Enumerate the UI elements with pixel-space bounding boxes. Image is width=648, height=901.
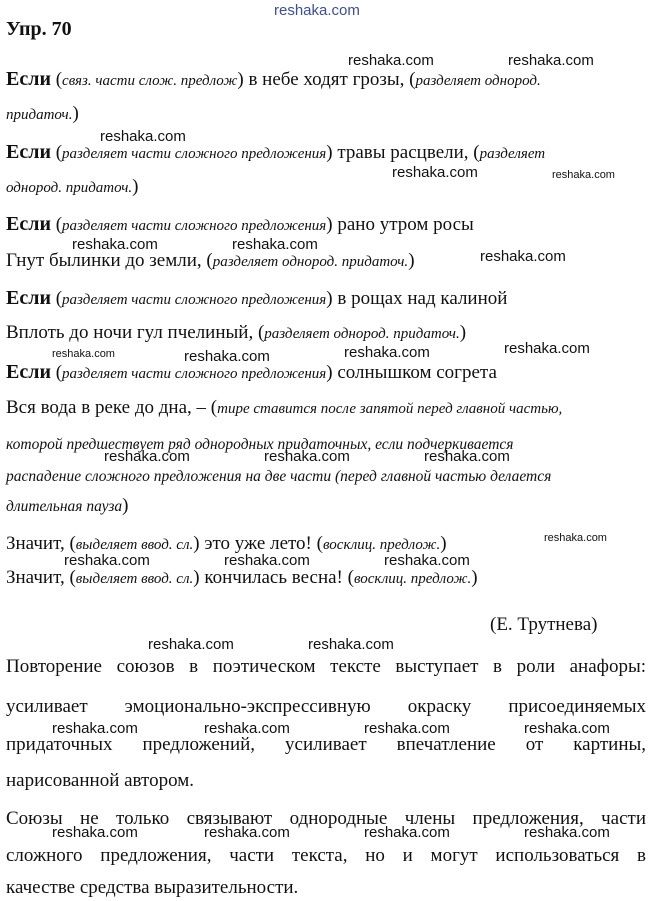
- conjunction-word: Если: [6, 287, 51, 309]
- poem-line-3: Если (разделяет части сложного предложения) рано утром росы: [6, 213, 474, 235]
- annotation: распадение сложного предложения на две части (перед главной частью делается: [6, 468, 552, 485]
- watermark: reshaka.com: [508, 52, 594, 69]
- annotation: разделяет части сложного предложения: [62, 218, 327, 234]
- poem-line-4: Гнут былинки до земли, (разделяет однород. придаточ.): [6, 250, 415, 271]
- watermark: reshaka.com: [524, 720, 610, 737]
- conclusion-p1-line: Повторение союзов в поэтическом тексте выступает в роли анафоры:: [6, 656, 646, 677]
- conjunction-word: Если: [6, 213, 51, 235]
- poem-line-2-cont: однород. придаточ.): [6, 176, 139, 197]
- annotation: которой предшествует ряд однородных придаточных, если подчеркивается: [6, 436, 514, 453]
- annotation: тире ставится после запятой перед главной частью,: [217, 401, 563, 417]
- watermark: reshaka.com: [224, 552, 310, 569]
- watermark: reshaka.com: [204, 720, 290, 737]
- poem-author: (Е. Трутнева): [490, 614, 598, 635]
- conclusion-p1-line: придаточных предложений, усиливает впечатление от картины,: [6, 734, 646, 755]
- conjunction-word: Если: [6, 141, 51, 163]
- conclusion-p1-line: усиливает эмоционально-экспрессивную окраску присоединяемых: [6, 696, 646, 717]
- annotation: однород. придаточ.: [6, 180, 133, 196]
- annotation: разделяет однород.: [415, 73, 541, 89]
- poem-line-1-cont: придаточ.): [6, 103, 79, 124]
- conclusion-p1-line: нарисованной автором.: [6, 770, 195, 791]
- watermark: reshaka.com: [52, 720, 138, 737]
- conjunction-word: Если: [6, 361, 51, 383]
- annotation: придаточ.: [6, 107, 73, 123]
- watermark: reshaka.com: [184, 348, 270, 365]
- annotation: разделяет однород. придаточ.: [264, 326, 460, 342]
- watermark: reshaka.com: [148, 636, 234, 653]
- site-watermark-top: reshaka.com: [274, 2, 360, 19]
- watermark: reshaka.com: [504, 340, 590, 357]
- watermark: reshaka.com: [64, 552, 150, 569]
- annotation: восклиц. предлож.: [322, 537, 441, 553]
- watermark: reshaka.com: [52, 824, 138, 841]
- watermark: reshaka.com: [524, 824, 610, 841]
- watermark: reshaka.com: [52, 348, 115, 360]
- poem-line-8-cont-1: [6, 433, 514, 455]
- poem-line-7: Если (разделяет части сложного предложения) солнышком согрета: [6, 361, 497, 383]
- conclusion-p2-line: Союзы не только связывают однородные члены предложения, части: [6, 808, 646, 829]
- watermark: reshaka.com: [424, 448, 510, 465]
- watermark: reshaka.com: [72, 236, 158, 253]
- annotation: разделяет: [479, 146, 546, 162]
- poem-line-8: Вся вода в реке до дна, – (тире ставится после запятой перед главной частью,: [6, 397, 563, 418]
- watermark: reshaka.com: [364, 824, 450, 841]
- exercise-title: Упр. 70: [6, 18, 72, 40]
- watermark: reshaka.com: [348, 52, 434, 69]
- annotation: разделяет части сложного предложения: [62, 366, 327, 382]
- annotation: разделяет части сложного предложения: [62, 292, 327, 308]
- watermark: reshaka.com: [392, 164, 478, 181]
- annotation: выделяет ввод. сл.: [75, 571, 194, 587]
- watermark: reshaka.com: [344, 344, 430, 361]
- annotation: длительная пауза: [6, 498, 123, 515]
- poem-line-5: Если (разделяет части сложного предложения) в рощах над калиной: [6, 287, 508, 309]
- watermark: reshaka.com: [384, 552, 470, 569]
- watermark: reshaka.com: [480, 248, 566, 265]
- poem-line-1: Если (связ. части слож. предлож) в небе ходят грозы, (разделяет однород.: [6, 68, 541, 90]
- poem-line-2: Если (разделяет части сложного предложения) травы расцвели, (разделяет: [6, 141, 546, 163]
- conclusion-p2-line: качестве средства выразительности.: [6, 877, 299, 898]
- watermark: reshaka.com: [364, 720, 450, 737]
- watermark: reshaka.com: [232, 236, 318, 253]
- poem-line-6: Вплоть до ночи гул пчелиный, (разделяет однород. придаточ.): [6, 322, 467, 343]
- watermark: reshaka.com: [552, 169, 615, 181]
- conclusion-p2-line: сложного предложения, части текста, но и могут использоваться в: [6, 845, 646, 866]
- watermark: reshaka.com: [104, 448, 190, 465]
- annotation: связ. части слож. предлож: [62, 73, 238, 89]
- watermark: reshaka.com: [308, 636, 394, 653]
- annotation: разделяет части сложного предложения: [62, 146, 327, 162]
- poem-line-10: Значит, (выделяет ввод. сл.) кончилась весна! (восклиц. предлож.): [6, 567, 478, 588]
- watermark: reshaka.com: [544, 532, 607, 544]
- watermark: reshaka.com: [100, 128, 186, 145]
- watermark: reshaka.com: [264, 448, 350, 465]
- annotation: разделяет однород. придаточ.: [212, 254, 409, 270]
- annotation: восклиц. предлож.: [353, 571, 472, 587]
- poem-line-8-cont-3: длительная пауза): [6, 495, 129, 516]
- conjunction-word: Если: [6, 68, 51, 90]
- annotation: выделяет ввод. сл.: [75, 537, 194, 553]
- poem-line-8-cont-2: [6, 465, 551, 487]
- watermark: reshaka.com: [204, 824, 290, 841]
- poem-line-9: Значит, (выделяет ввод. сл.) это уже лето! (восклиц. предлож.): [6, 533, 447, 554]
